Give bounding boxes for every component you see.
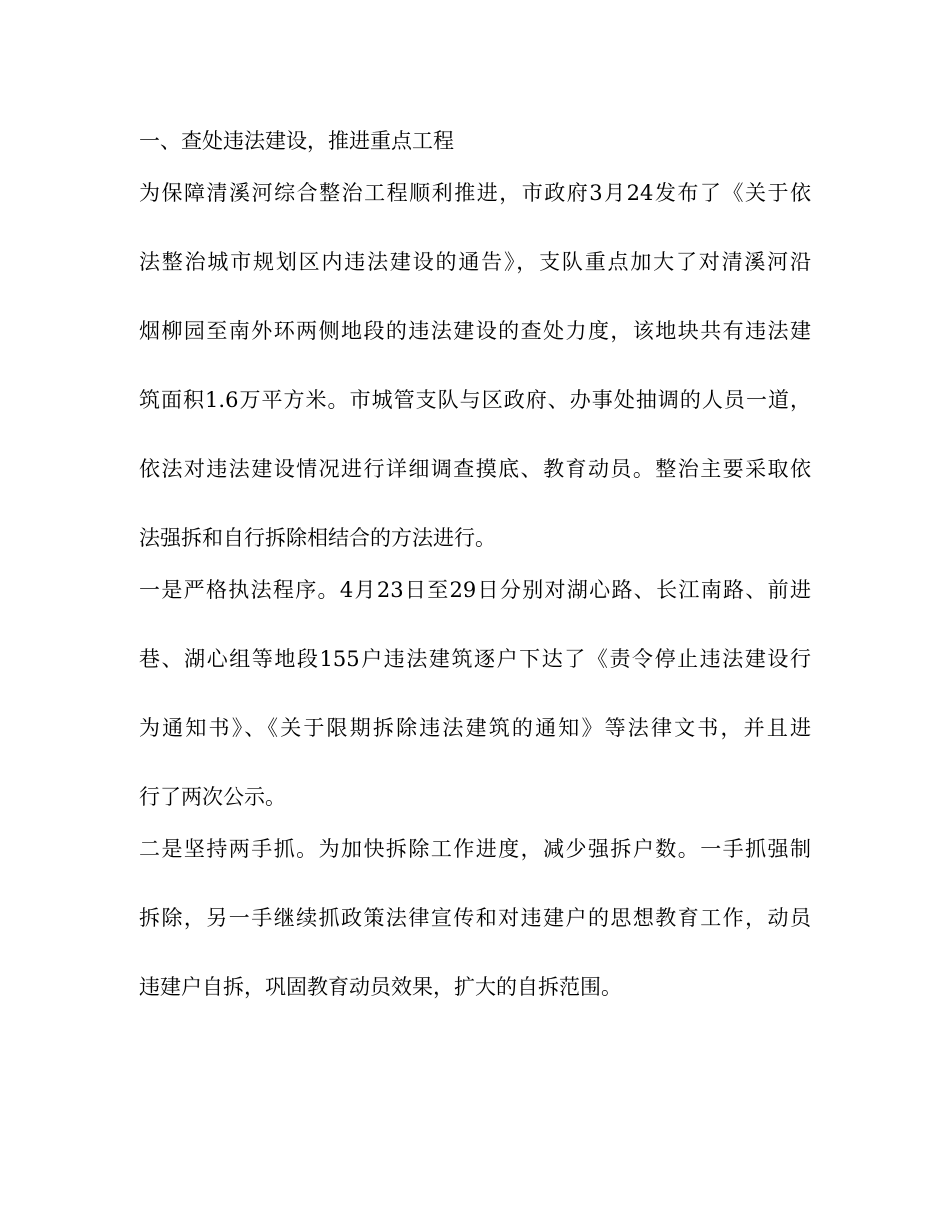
text-line: 一是严格执法程序。4月23日至29日分别对湖心路、长江南路、前进 bbox=[139, 578, 811, 602]
text-line: 筑面积1.6万平方米。市城管支队与区政府、办事处抽调的人员一道， bbox=[139, 388, 811, 412]
section-heading: 一、查处违法建设，推进重点工程 bbox=[139, 129, 454, 153]
text-line: 违建户自拆，巩固教育动员效果，扩大的自拆范围。 bbox=[139, 975, 622, 999]
text-line: 烟柳园至南外环两侧地段的违法建设的查处力度，该地块共有违法建 bbox=[139, 319, 811, 343]
text-line: 二是坚持两手抓。为加快拆除工作进度，减少强拆户数。一手抓强制 bbox=[139, 837, 811, 861]
text-line: 法强拆和自行拆除相结合的方法进行。 bbox=[139, 526, 496, 550]
text-line: 为保障清溪河综合整治工程顺利推进，市政府3月24发布了《关于依 bbox=[139, 181, 811, 205]
text-line: 拆除，另一手继续抓政策法律宣传和对违建户的思想教育工作，动员 bbox=[139, 906, 811, 930]
document-body bbox=[139, 126, 811, 1002]
paragraph-procedure bbox=[139, 575, 811, 812]
text-line: 依法对违法建设情况进行详细调查摸底、教育动员。整治主要采取依 bbox=[139, 457, 811, 481]
paragraph-intro bbox=[139, 178, 811, 553]
text-line: 为通知书》、《关于限期拆除违法建筑的通知》等法律文书，并且进 bbox=[139, 716, 811, 740]
text-line: 巷、湖心组等地段155户违法建筑逐户下达了《责令停止违法建设行 bbox=[139, 647, 811, 671]
text-line: 行了两次公示。 bbox=[139, 785, 286, 809]
paragraph-two-hands bbox=[139, 834, 811, 1002]
text-line: 法整治城市规划区内违法建设的通告》，支队重点加大了对清溪河沿 bbox=[139, 250, 811, 274]
